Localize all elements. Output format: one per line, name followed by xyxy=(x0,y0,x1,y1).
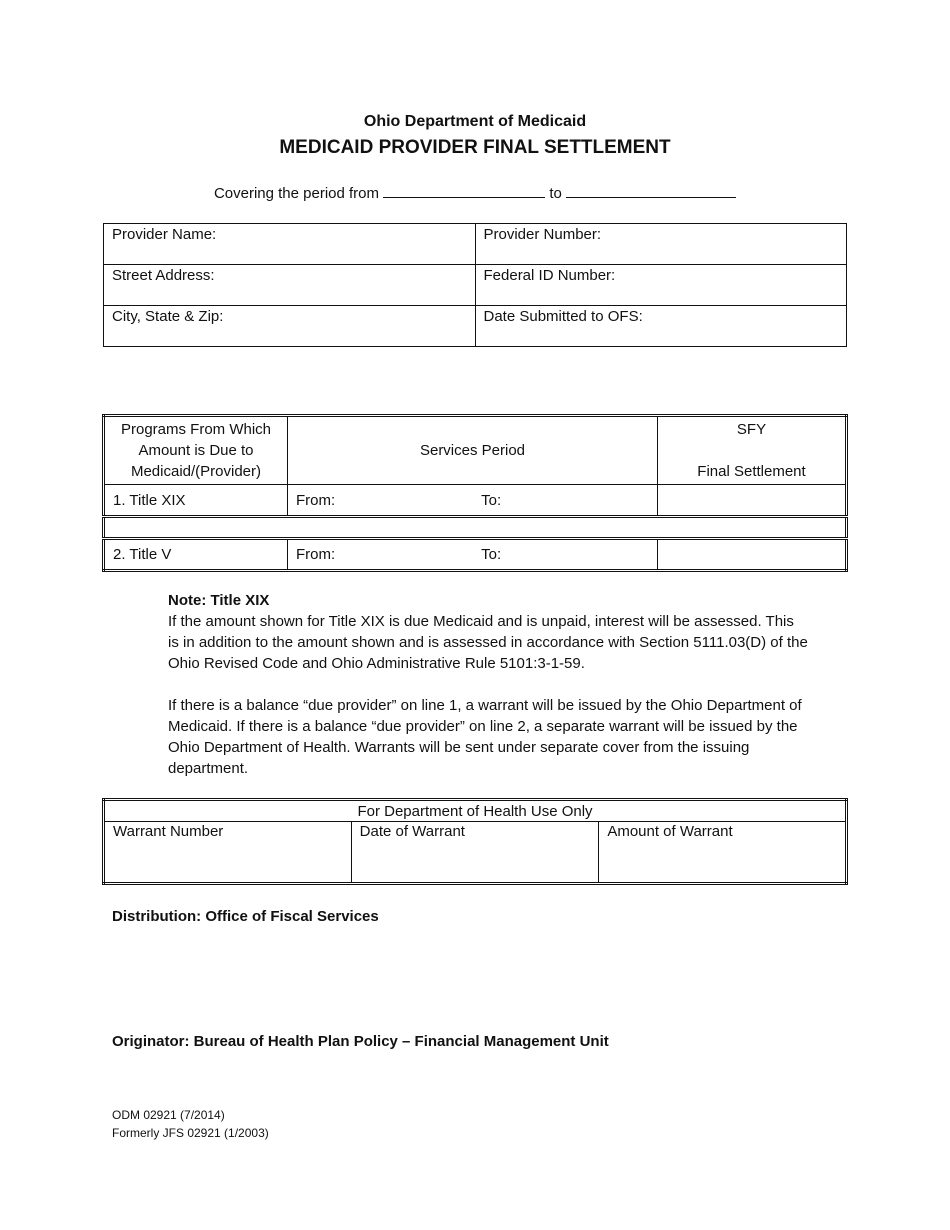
row1-program: 1. Title XIX xyxy=(104,485,288,517)
date-submitted-label: Date Submitted to OFS: xyxy=(483,308,643,325)
programs-header-line3: Medicaid/(Provider) xyxy=(130,463,262,480)
provider-name-label: Provider Name: xyxy=(112,226,217,243)
agency-name: Ohio Department of Medicaid xyxy=(363,113,587,130)
note-section xyxy=(168,590,808,800)
period-to-blank[interactable] xyxy=(566,183,736,198)
final-settlement-label: Final Settlement xyxy=(697,463,806,480)
period-to-label: to xyxy=(549,185,562,202)
date-of-warrant-field[interactable] xyxy=(351,822,599,884)
programs-column-header xyxy=(104,416,288,485)
covering-period-line xyxy=(0,183,950,202)
programs-header-line1: Programs From Which xyxy=(120,421,272,438)
row1-services-period[interactable] xyxy=(288,485,658,517)
provider-number-field[interactable] xyxy=(475,224,847,265)
formerly-form-number: Formerly JFS 02921 (1/2003) xyxy=(112,1126,269,1140)
federal-id-field[interactable] xyxy=(475,265,847,306)
date-of-warrant-label: Date of Warrant xyxy=(359,823,465,840)
distribution-line: Distribution: Office of Fiscal Services xyxy=(112,908,379,925)
row2-to-label: To: xyxy=(481,546,502,563)
sfy-label: SFY xyxy=(736,421,767,438)
amount-of-warrant-label: Amount of Warrant xyxy=(607,823,733,840)
row2-from-label: From: xyxy=(296,546,336,563)
period-from-blank[interactable] xyxy=(383,183,545,198)
row1-from-label: From: xyxy=(296,491,336,509)
final-settlement-header xyxy=(658,416,847,485)
form-title: MEDICAID PROVIDER FINAL SETTLEMENT xyxy=(279,137,671,158)
provider-info-table xyxy=(103,223,847,347)
provider-name-field[interactable] xyxy=(104,224,476,265)
federal-id-label: Federal ID Number: xyxy=(483,267,616,284)
health-use-header: For Department of Health Use Only xyxy=(104,800,847,822)
date-submitted-field[interactable] xyxy=(475,306,847,347)
form-number: ODM 02921 (7/2014) xyxy=(112,1108,225,1122)
row2-services-period[interactable] xyxy=(288,539,658,571)
row1-to-label: To: xyxy=(481,491,502,509)
note-paragraph-2: If there is a balance “due provider” on line 1, a warrant will be issued by the Ohio Department of Medicaid. If there is a balance “due provider” on line 2, a separate warrant will be issued by the Ohio Department of Health. Warrants will be sent under separate cover from the issuing department. xyxy=(168,697,802,777)
services-period-header: Services Period xyxy=(288,416,658,485)
table-spacer-row xyxy=(104,517,847,539)
row2-final-settlement[interactable] xyxy=(658,539,847,571)
programs-header-line2: Amount is Due to xyxy=(138,442,254,459)
provider-number-label: Provider Number: xyxy=(483,226,602,243)
row2-program: 2. Title V xyxy=(104,539,288,571)
warrant-number-field[interactable] xyxy=(104,822,352,884)
period-prefix: Covering the period from xyxy=(213,185,380,202)
originator-line: Originator: Bureau of Health Plan Policy – Financial Management Unit xyxy=(112,1033,609,1050)
city-state-zip-label: City, State & Zip: xyxy=(112,308,224,325)
note-paragraph-1: If the amount shown for Title XIX is due Medicaid and is unpaid, interest will be assessed. This is in addition to the amount shown and is assessed in accordance with Section 5111.03(D) of the Ohio Revised Code and Ohio Administrative Rule 5101:3-1-59. xyxy=(168,613,808,672)
street-address-label: Street Address: xyxy=(112,267,215,284)
health-use-table xyxy=(102,798,848,885)
city-state-zip-field[interactable] xyxy=(104,306,476,347)
row1-final-settlement[interactable] xyxy=(658,485,847,517)
amount-of-warrant-field[interactable] xyxy=(599,822,847,884)
warrant-number-label: Warrant Number xyxy=(113,823,224,840)
programs-table xyxy=(102,414,848,572)
note-heading: Note: Title XIX xyxy=(168,592,270,609)
street-address-field[interactable] xyxy=(104,265,476,306)
